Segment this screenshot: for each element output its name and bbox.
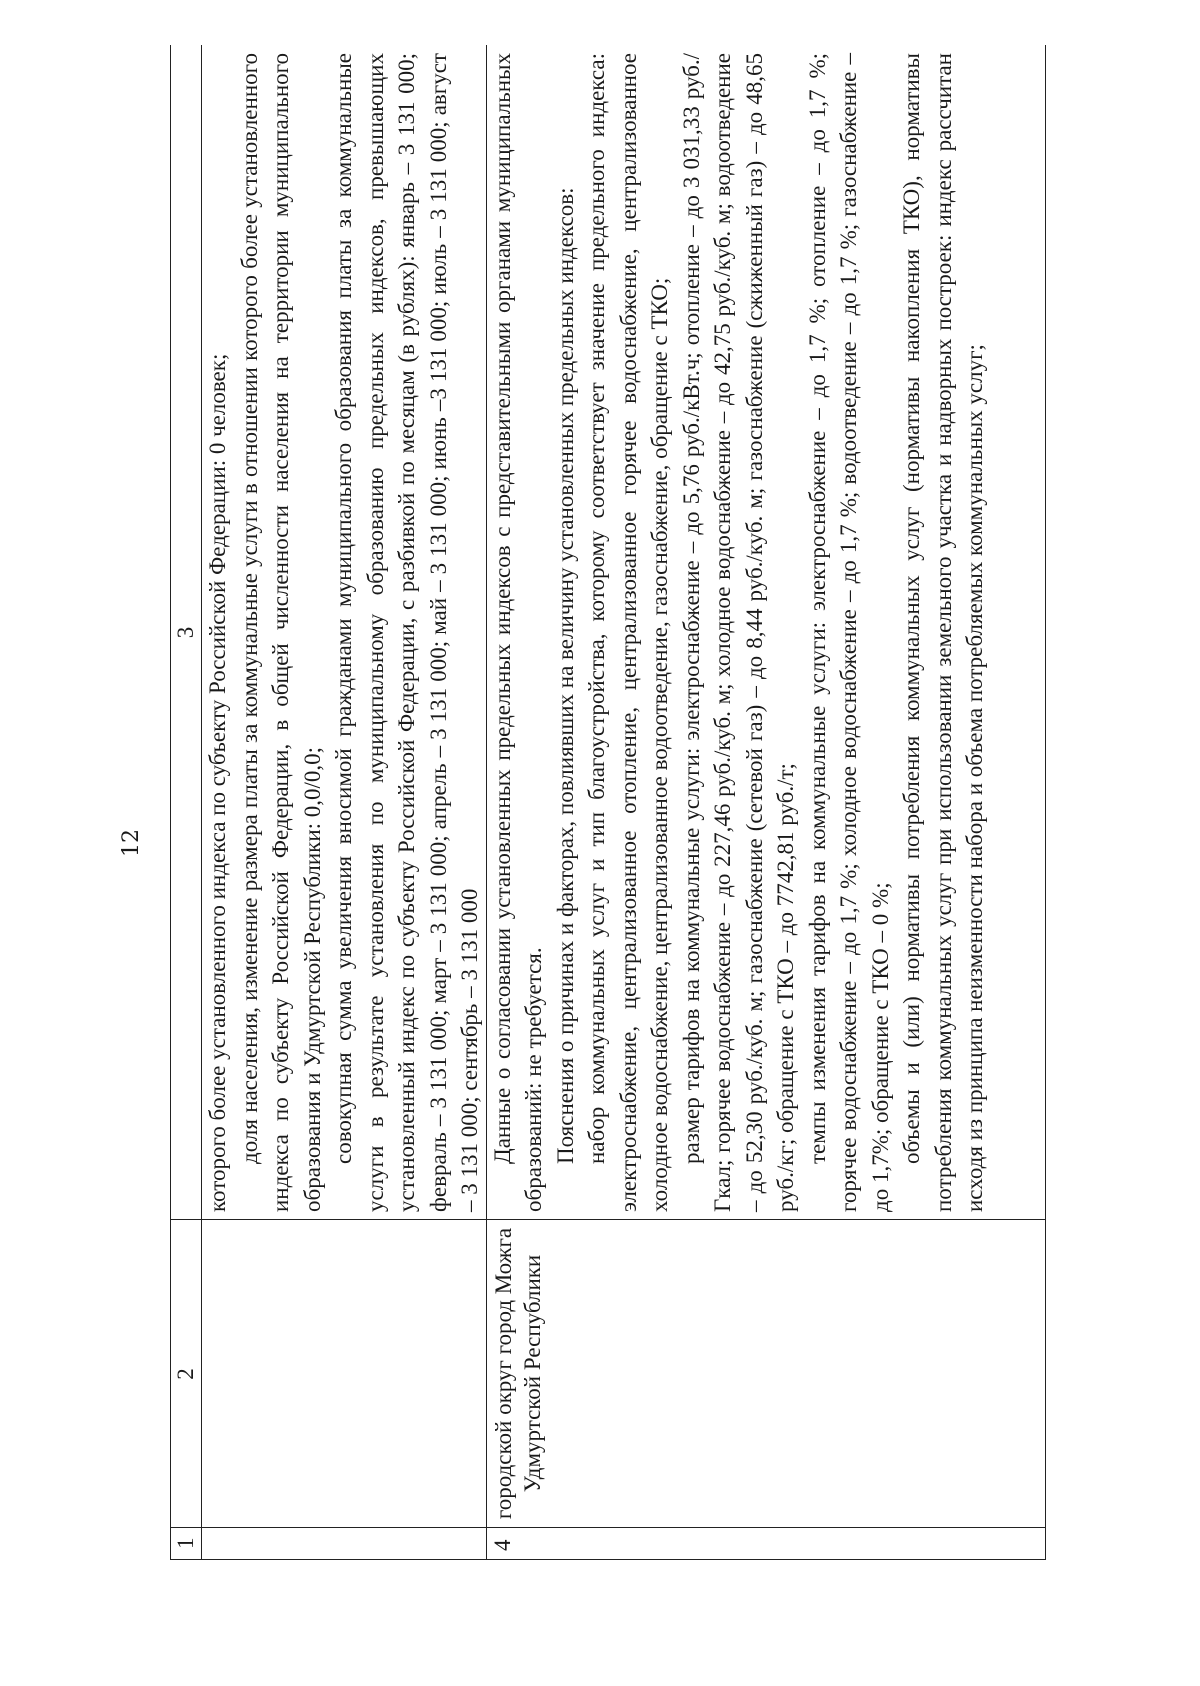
paragraph: объемы и (или) нормативы потребления коммунальных услуг (нормативы накопления ТКО), нормативы потребления коммунальных услуг при использовании земельного участка и надворных построек: индекс рассчитан исходя из принципа неизменности набора и объема потребляемых коммунальных услуг; <box>899 53 987 1212</box>
table-header-row <box>171 45 202 1560</box>
paragraph: совокупная сумма увеличения вносимой гражданами муниципального образования платы за коммунальные услуги в результате установления по муниципальному образованию предельных индексов, превышающих установленный индекс по субъекту Российской Федерации, с разбивкой по месяцам (в рублях): январь – 3 131 000; февраль – 3 131 000; март – 3 131 000; апрель – 3 131 000; май – 3 131 000; июнь –3 131 000; июль – 3 131 000; август – 3 131 000; сентябрь – 3 131 000 <box>331 53 482 1212</box>
paragraph: набор коммунальных услуг и тип благоустройства, которому соответствует значение предельного индекса: электроснабжение, централизованное отопление, централизованное горячее водоснабжение, централизованное холодное водоснабжение, централизованное водоотведение, газоснабжение, обращение с ТКО; <box>584 53 672 1212</box>
column-number-1: 1 <box>171 1528 202 1560</box>
municipality-cell <box>202 1220 487 1528</box>
details-cell <box>486 45 1046 1220</box>
row-number-cell: 4 <box>486 1528 1046 1560</box>
rotated-page-content <box>170 45 1046 1560</box>
paragraph: Пояснения о причинах и факторах, повлиявших на величину установленных предельных индексов: <box>552 187 578 1164</box>
data-table <box>170 45 1046 1560</box>
municipality-cell: городской округ город Можга Удмуртской Республики <box>486 1220 1046 1528</box>
column-number-3: 3 <box>171 45 202 1220</box>
paragraph: темпы изменения тарифов на коммунальные услуги: электроснабжение – до 1,7 %; отопление – до 1,7 %; горячее водоснабжение – до 1,7 %; холодное водоснабжение – до 1,7 %; водоотведение – до 1,7 %; газоснабжение – до 1,7%; обращение с ТКО – 0 %; <box>804 53 893 1212</box>
paragraph: Данные о согласовании установленных предельных индексов с представительными органами муниципальных образований: не требуется. <box>489 53 546 1212</box>
paragraph: доля населения, изменение размера платы за коммунальные услуги в отношении которого более установленного индекса по субъекту Российской Федерации, в общей численности населения на территории муниципального образования и Удмуртской Республики: 0,0/0,0; <box>236 53 325 1212</box>
table-row-4 <box>486 45 1046 1560</box>
paragraph: размер тарифов на коммунальные услуги: электроснабжение – до 5,76 руб./кВт.ч; отопление – до 3 031,33 руб./Гкал; горячее водоснабжение – до 227,46 руб./куб. м; холодное водоснабжение – до 42,75 руб./куб. м; водоотведение – до 52,30 руб./куб. м; газоснабжение (сетевой газ) – до 8,44 руб./куб. м; газоснабжение (сжиженный газ) – до 48,65 руб./кг; обращение с ТКО – до 7742,81 руб./т; <box>678 53 798 1212</box>
paragraph: которого более установленного индекса по субъекту Российской Федерации: 0 человек; <box>205 353 230 1212</box>
row-number-cell <box>202 1528 487 1560</box>
table-row-continued <box>202 45 487 1560</box>
details-cell <box>202 45 487 1220</box>
table-frame <box>170 45 1046 1560</box>
column-number-2: 2 <box>171 1220 202 1528</box>
page-number: 12 <box>119 829 144 857</box>
